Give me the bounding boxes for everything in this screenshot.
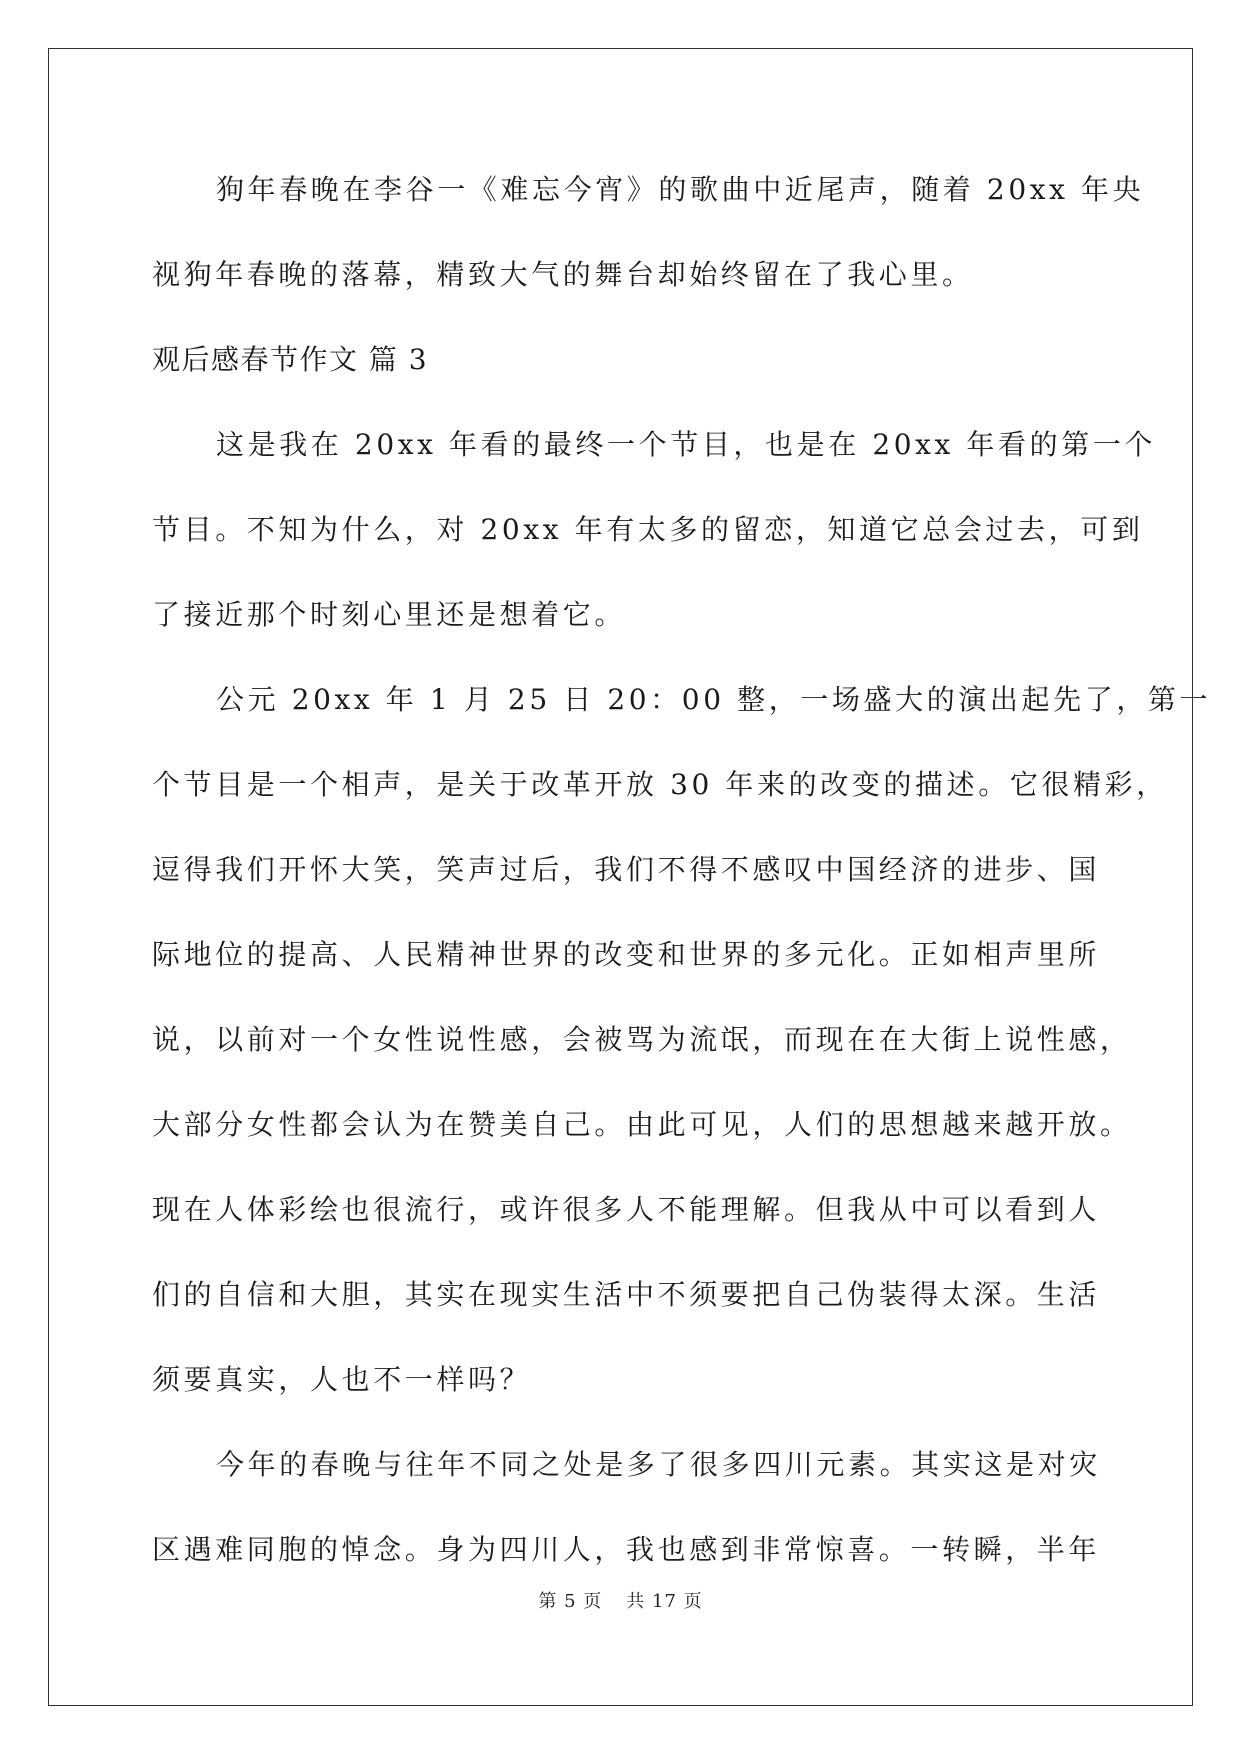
text-line: 须要真实，人也不一样吗？ — [152, 1363, 532, 1396]
text-line: 际地位的提高、人民精神世界的改变和世界的多元化。正如相声里所 — [152, 938, 1101, 971]
text-line: 节目。不知为什么，对 20xx 年有太多的留恋，知道它总会过去，可到 — [152, 513, 1144, 546]
text-line: 视狗年春晚的落幕，精致大气的舞台却始终留在了我心里。 — [152, 258, 974, 291]
text-line: 个节目是一个相声，是关于改革开放 30 年来的改变的描述。它很精彩， — [152, 768, 1168, 801]
section-heading: 观后感春节作文 篇 3 — [152, 343, 429, 376]
text-line: 逗得我们开怀大笑，笑声过后，我们不得不感叹中国经济的进步、国 — [152, 853, 1101, 886]
text-line: 们的自信和大胆，其实在现实生活中不须要把自己伪装得太深。生活 — [152, 1278, 1101, 1311]
text-line: 狗年春晚在李谷一《难忘今宵》的歌曲中近尾声，随着 20xx 年央 — [216, 173, 1145, 206]
text-line: 了接近那个时刻心里还是想着它。 — [152, 598, 627, 631]
text-line: 这是我在 20xx 年看的最终一个节目，也是在 20xx 年看的第一个 — [216, 428, 1157, 461]
current-page-label: 第 5 页 — [538, 1591, 603, 1612]
text-line: 区遇难同胞的悼念。身为四川人，我也感到非常惊喜。一转瞬，半年 — [152, 1533, 1101, 1566]
text-line: 大部分女性都会认为在赞美自己。由此可见，人们的思想越来越开放。 — [152, 1108, 1132, 1141]
text-line: 说，以前对一个女性说性感，会被骂为流氓，而现在在大街上说性感， — [152, 1023, 1132, 1056]
text-line: 今年的春晚与往年不同之处是多了很多四川元素。其实这是对灾 — [216, 1448, 1101, 1481]
text-line: 公元 20xx 年 1 月 25 日 20：00 整，一场盛大的演出起先了，第一 — [216, 683, 1212, 716]
page-footer — [0, 1587, 1241, 1613]
total-pages-label: 共 17 页 — [626, 1591, 703, 1612]
document-body — [152, 162, 1212, 1607]
text-line: 现在人体彩绘也很流行，或许很多人不能理解。但我从中可以看到人 — [152, 1193, 1101, 1226]
